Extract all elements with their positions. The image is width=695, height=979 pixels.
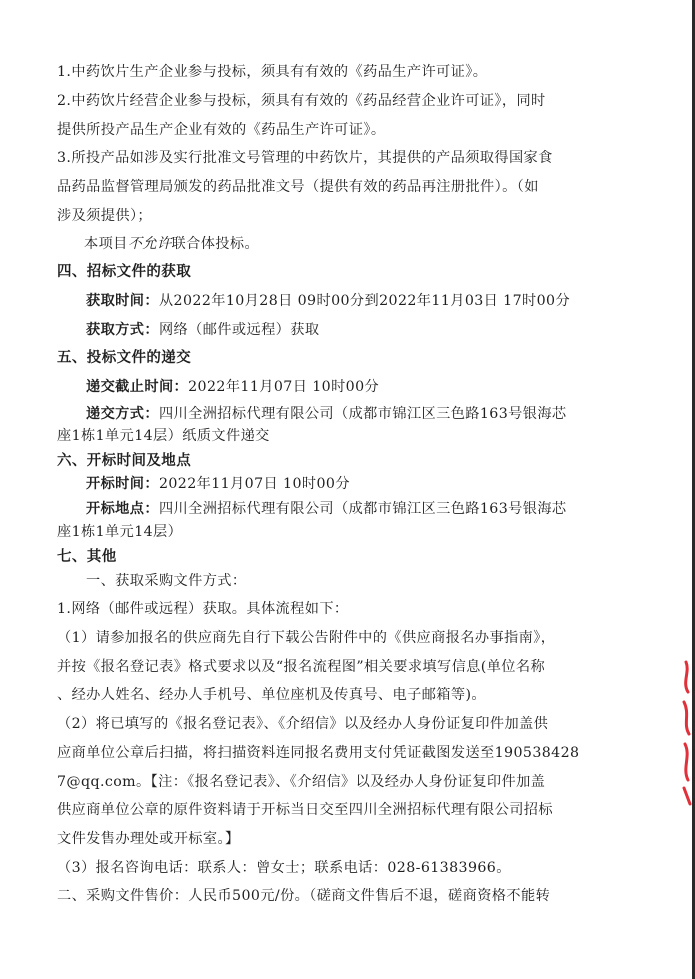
section-heading: 五、投标文件的递交 [57, 350, 192, 366]
section-heading: 七、其他 [57, 549, 117, 565]
section-heading: 六、开标时间及地点 [57, 453, 192, 469]
field-label: 开标时间： [86, 476, 159, 492]
text-line [84, 234, 259, 254]
field-value: 从2022年10月28日 09时00分到2022年11月03日 17时00分 [158, 293, 571, 309]
text-line [86, 404, 567, 424]
text-line: 品药品监督管理局颁发的药品批准文号（提供有效的药品再注册批件）。（如 [57, 179, 539, 195]
text-fragment: 本项目 [84, 236, 128, 252]
text-line: 1.网络（邮件或远程）获取。具体流程如下： [57, 601, 349, 617]
text-line: 7@qq.com。【注：《报名登记表》、《介绍信》以及经办人身份证复印件加盖 [57, 774, 546, 790]
text-line: 座1栋1单元14层） [57, 524, 183, 540]
text-line: 应商单位公章后扫描，将扫描资料连同报名费用支付凭证截图发送至190538428 [57, 745, 580, 761]
field-label: 递交截止时间： [86, 379, 189, 395]
field-value: 四川全洲招标代理有限公司（成都市锦江区三色路163号银海芯 [158, 501, 567, 517]
text-line [86, 377, 379, 397]
text-line: 2.中药饮片经营企业参与投标，须具有有效的《药品经营企业许可证》，同时 [57, 93, 546, 109]
text-line: 二、采购文件售价：人民币500元/份。（磋商文件售后不退，磋商资格不能转 [57, 888, 551, 904]
field-value: 网络（邮件或远程）获取 [158, 322, 320, 338]
text-line: 3.所投产品如涉及实行批准文号管理的中药饮片，其提供的产品须取得国家食 [57, 150, 553, 166]
text-fragment: 联合体投标。 [171, 236, 260, 252]
text-line: （3）报名咨询电话：联系人：曾女士；联系电话：028-61383966。 [57, 860, 511, 876]
text-line: （2）将已填写的《报名登记表》、《介绍信》以及经办人身份证复印件加盖供 [57, 716, 549, 732]
text-line: 座1栋1单元14层）纸质文件递交 [57, 428, 270, 444]
text-line: 一、获取采购文件方式： [86, 573, 247, 589]
text-line [86, 320, 319, 340]
field-value: 2022年11月07日 10时00分 [158, 476, 350, 492]
text-line: 文件发售办理处或开标室。】 [57, 831, 240, 847]
section-heading: 四、招标文件的获取 [57, 264, 192, 280]
field-value: 2022年11月07日 10时00分 [188, 379, 380, 395]
text-line: 提供所投产品生产企业有效的《药品生产许可证》。 [57, 122, 386, 138]
field-value: 四川全洲招标代理有限公司（成都市锦江区三色路163号银海芯 [158, 406, 567, 422]
field-label: 获取时间： [86, 293, 159, 309]
text-line: 1.中药饮片生产企业参与投标，须具有有效的《药品生产许可证》。 [57, 64, 488, 80]
seal-stamp-fragment [680, 658, 692, 808]
field-label: 递交方式： [86, 406, 159, 422]
emphasis-text: 不允许 [127, 236, 172, 252]
text-line [86, 474, 350, 494]
field-label: 获取方式： [86, 322, 159, 338]
field-label: 开标地点： [86, 501, 159, 517]
text-line: （1）请参加报名的供应商先自行下载公告附件中的《供应商报名办事指南》， [57, 630, 556, 646]
text-line [86, 499, 567, 519]
text-line: 并按《报名登记表》格式要求以及“报名流程图”相关要求填写信息(单位名称 [57, 659, 546, 675]
text-line: 供应商单位公章的原件资料请于开标当日交至四川全洲招标代理有限公司招标 [57, 802, 553, 818]
text-line [86, 291, 570, 311]
text-line: 、经办人姓名、经办人手机号、单位座机及传真号、电子邮箱等)。 [57, 687, 486, 703]
text-line: 涉及须提供）； [57, 208, 153, 224]
